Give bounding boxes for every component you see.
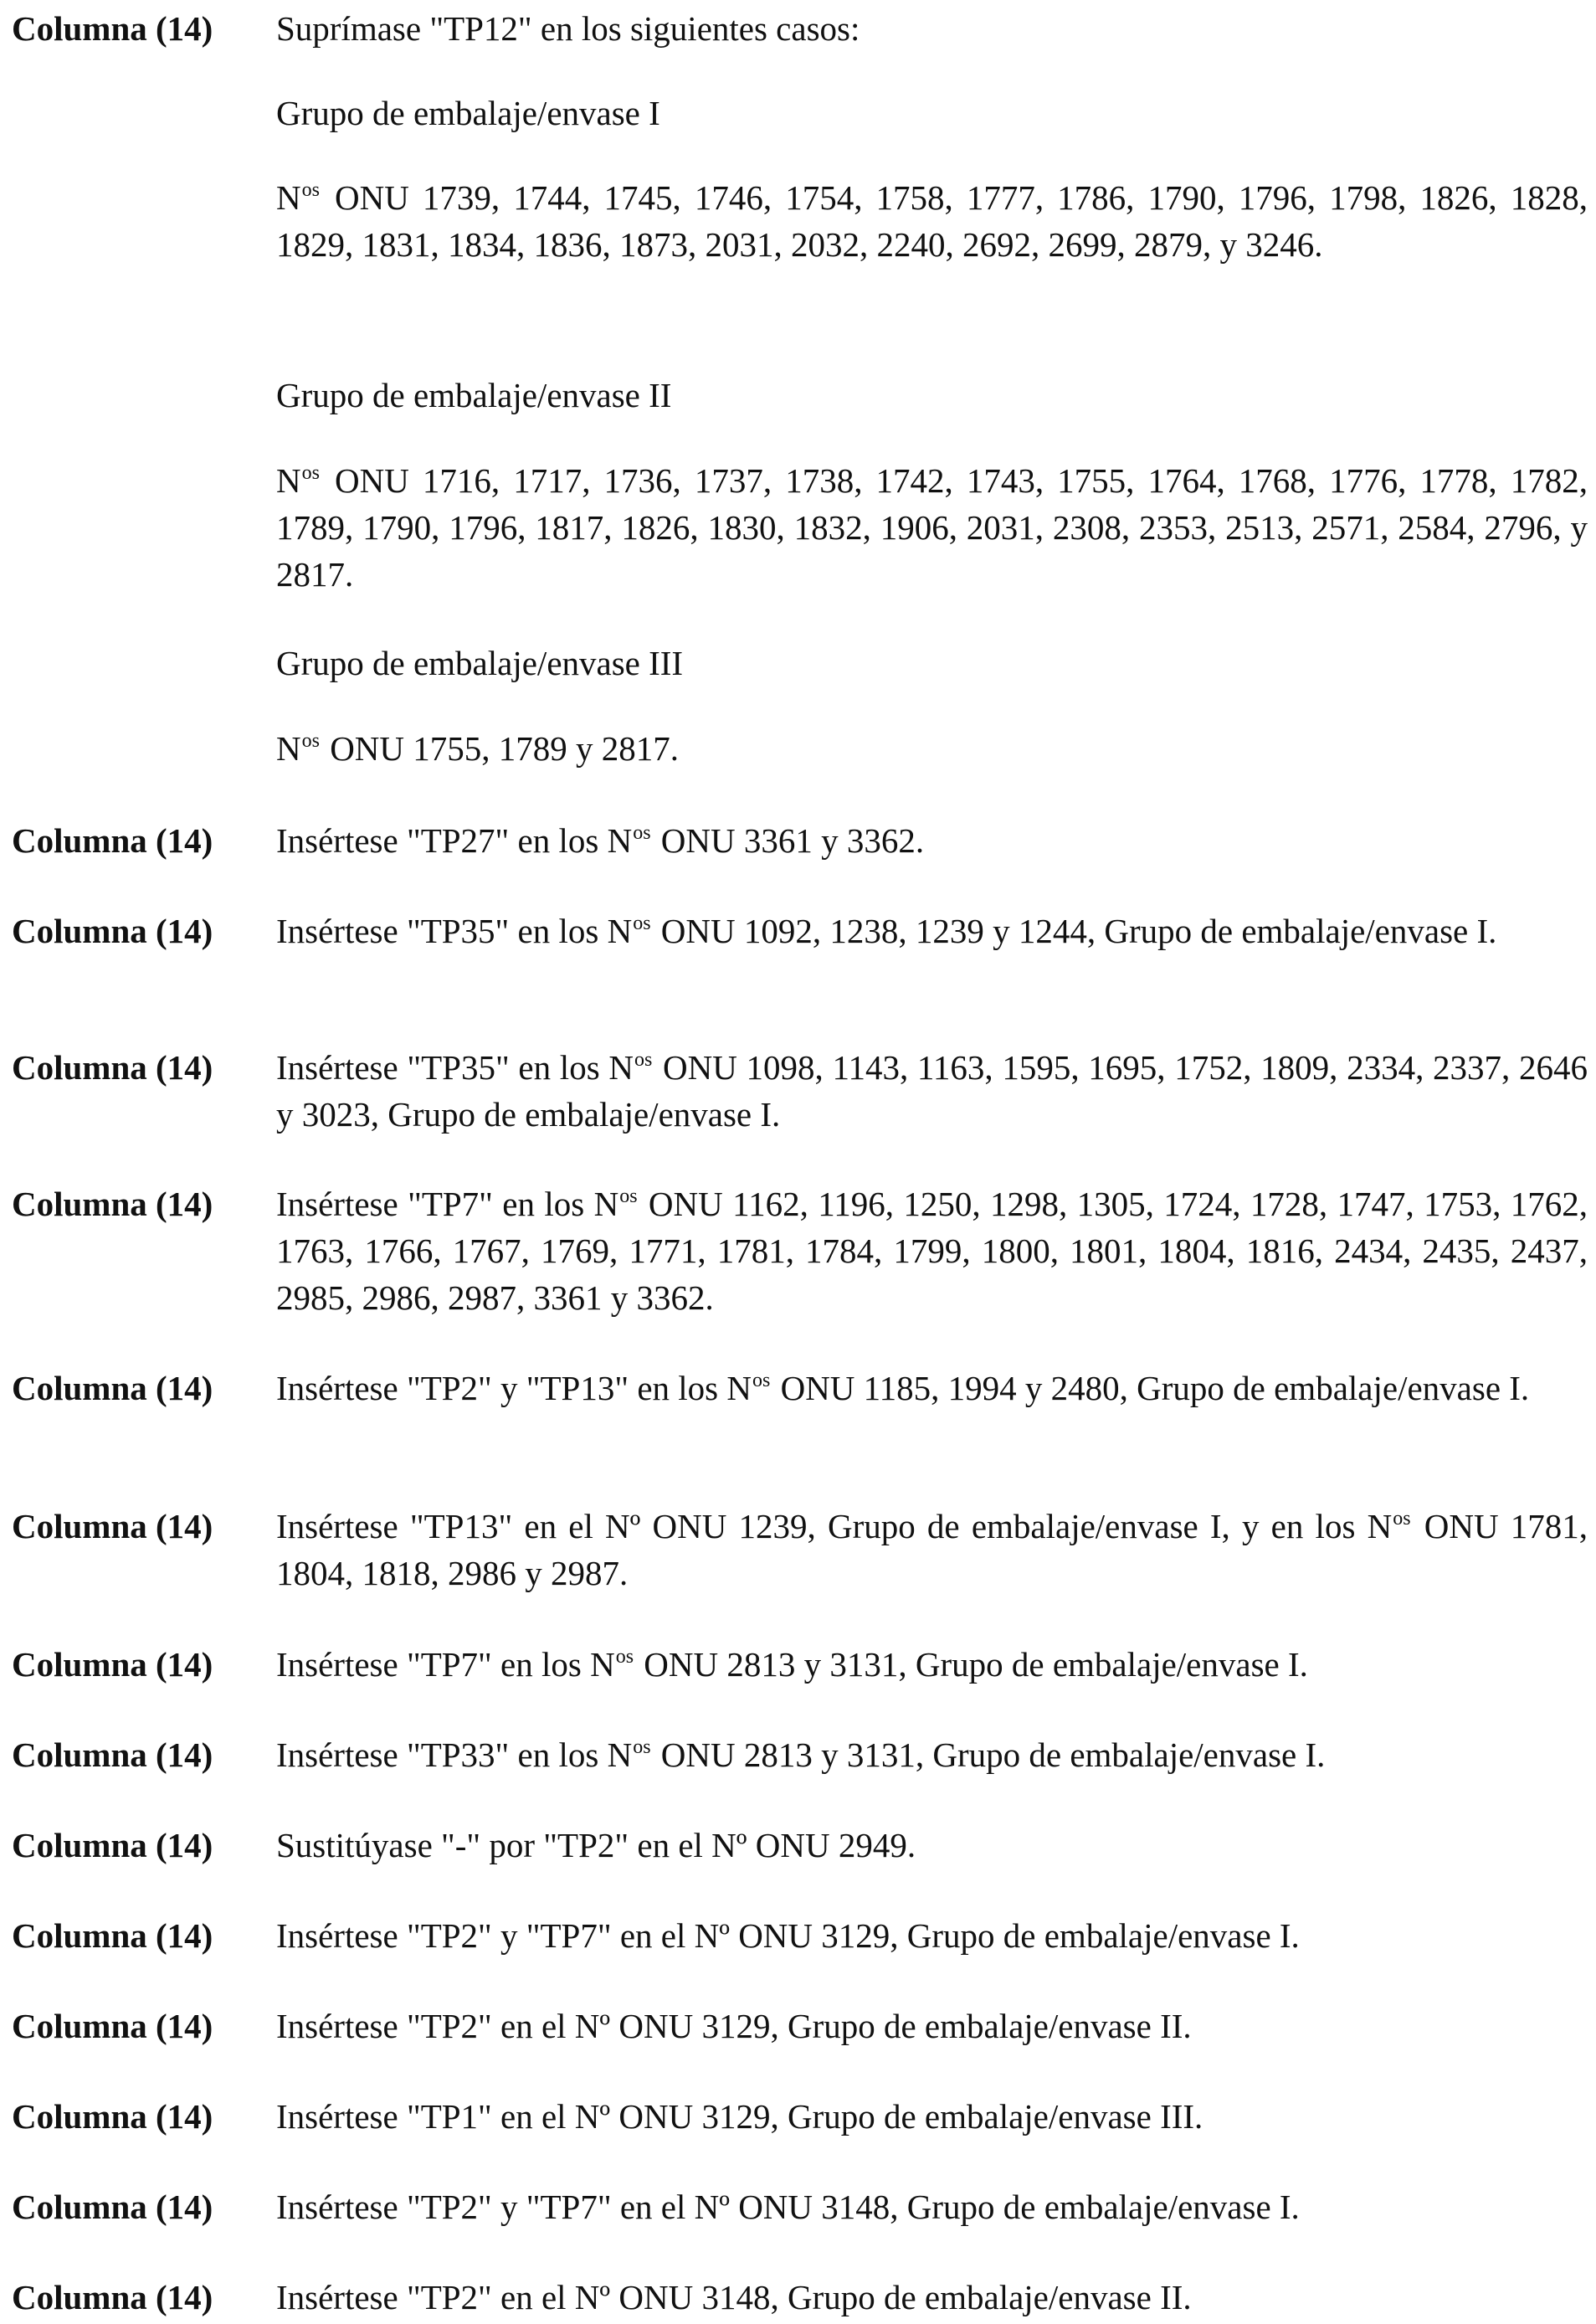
column-label: Columna (14) — [12, 1735, 213, 1774]
group-heading: Grupo de embalaje/envase II — [276, 376, 672, 414]
column-label: Columna (14) — [12, 912, 213, 950]
amendment-text: Insértese "TP35" en los $N^{os}$ ONU 1092, 1238, 1239 y 1244, Grupo de embalaje/envase I. — [276, 912, 1497, 950]
amendment-text: Insértese "TP27" en los $N^{os}$ ONU 3361 y 3362. — [276, 821, 925, 860]
un-number-list: $N^{os}$ ONU 1755, 1789 y 2817. — [276, 729, 680, 768]
column-label: Columna (14) — [12, 1645, 213, 1684]
column-label: Columna (14) — [12, 1826, 213, 1864]
un-number-list: $N^{os}$ ONU 1739, 1744, 1745, 1746, 1754, 1758, 1777, 1786, 1790, 1796, 1798, 1826, 1828, 1829, 1831, 1834, 1836, 1873, 2031, 2032, 2240, 2692, 2699, 2879, y 3246. — [276, 178, 1588, 264]
section-intro: Suprímase "TP12" en los siguientes casos: — [276, 9, 860, 48]
amendment-text: Insértese "TP13" en el Nº ONU 1239, Grupo de embalaje/envase I, y en los $N^{os}$ ONU 1781, 1804, 1818, 2986 y 2987. — [276, 1507, 1588, 1592]
column-label: Columna (14) — [12, 2188, 213, 2226]
column-label: Columna (14) — [12, 1916, 213, 1955]
amendment-text: Insértese "TP1" en el Nº ONU 3129, Grupo de embalaje/envase III. — [276, 2097, 1203, 2136]
amendment-text: Insértese "TP7" en los $N^{os}$ ONU 1162, 1196, 1250, 1298, 1305, 1724, 1728, 1747, 1753, 1762, 1763, 1766, 1767, 1769, 1771, 1781, 1784, 1799, 1800, 1801, 1804, 1816, 2434, 2435, 2437, 2985, 2986, 2987, 3361 y 3362. — [276, 1185, 1588, 1317]
column-label: Columna (14) — [12, 1507, 213, 1545]
amendment-text: Insértese "TP2" y "TP7" en el Nº ONU 3129, Grupo de embalaje/envase I. — [276, 1916, 1300, 1955]
amendment-text: Insértese "TP2" y "TP13" en los $N^{os}$ ONU 1185, 1994 y 2480, Grupo de embalaje/envase I. — [276, 1369, 1530, 1407]
amendment-text: Insértese "TP7" en los $N^{os}$ ONU 2813 y 3131, Grupo de embalaje/envase I. — [276, 1645, 1308, 1684]
amendment-text: Insértese "TP2" en el Nº ONU 3129, Grupo de embalaje/envase II. — [276, 2007, 1192, 2045]
column-label: Columna (14) — [12, 1369, 213, 1407]
column-label: Columna (14) — [12, 9, 213, 48]
group-heading: Grupo de embalaje/envase I — [276, 94, 660, 132]
column-label: Columna (14) — [12, 1048, 213, 1087]
amendment-text: Insértese "TP2" y "TP7" en el Nº ONU 3148, Grupo de embalaje/envase I. — [276, 2188, 1300, 2226]
column-label: Columna (14) — [12, 2007, 213, 2045]
un-number-list: $N^{os}$ ONU 1716, 1717, 1736, 1737, 1738, 1742, 1743, 1755, 1764, 1768, 1776, 1778, 1782, 1789, 1790, 1796, 1817, 1826, 1830, 1832, 1906, 2031, 2308, 2353, 2513, 2571, 2584, 2796, y 2817. — [276, 461, 1588, 594]
amendment-text: Sustitúyase "-" por "TP2" en el Nº ONU 2949. — [276, 1826, 916, 1864]
column-label: Columna (14) — [12, 2097, 213, 2136]
column-label: Columna (14) — [12, 2278, 213, 2316]
column-label: Columna (14) — [12, 1185, 213, 1223]
column-label: Columna (14) — [12, 821, 213, 860]
amendment-text: Insértese "TP35" en los $N^{os}$ ONU 1098, 1143, 1163, 1595, 1695, 1752, 1809, 2334, 2337, 2646 y 3023, Grupo de embalaje/envase I. — [276, 1048, 1588, 1134]
amendment-text: Insértese "TP2" en el Nº ONU 3148, Grupo de embalaje/envase II. — [276, 2278, 1192, 2316]
amendment-text: Insértese "TP33" en los $N^{os}$ ONU 2813 y 3131, Grupo de embalaje/envase I. — [276, 1735, 1326, 1774]
group-heading: Grupo de embalaje/envase III — [276, 644, 684, 682]
